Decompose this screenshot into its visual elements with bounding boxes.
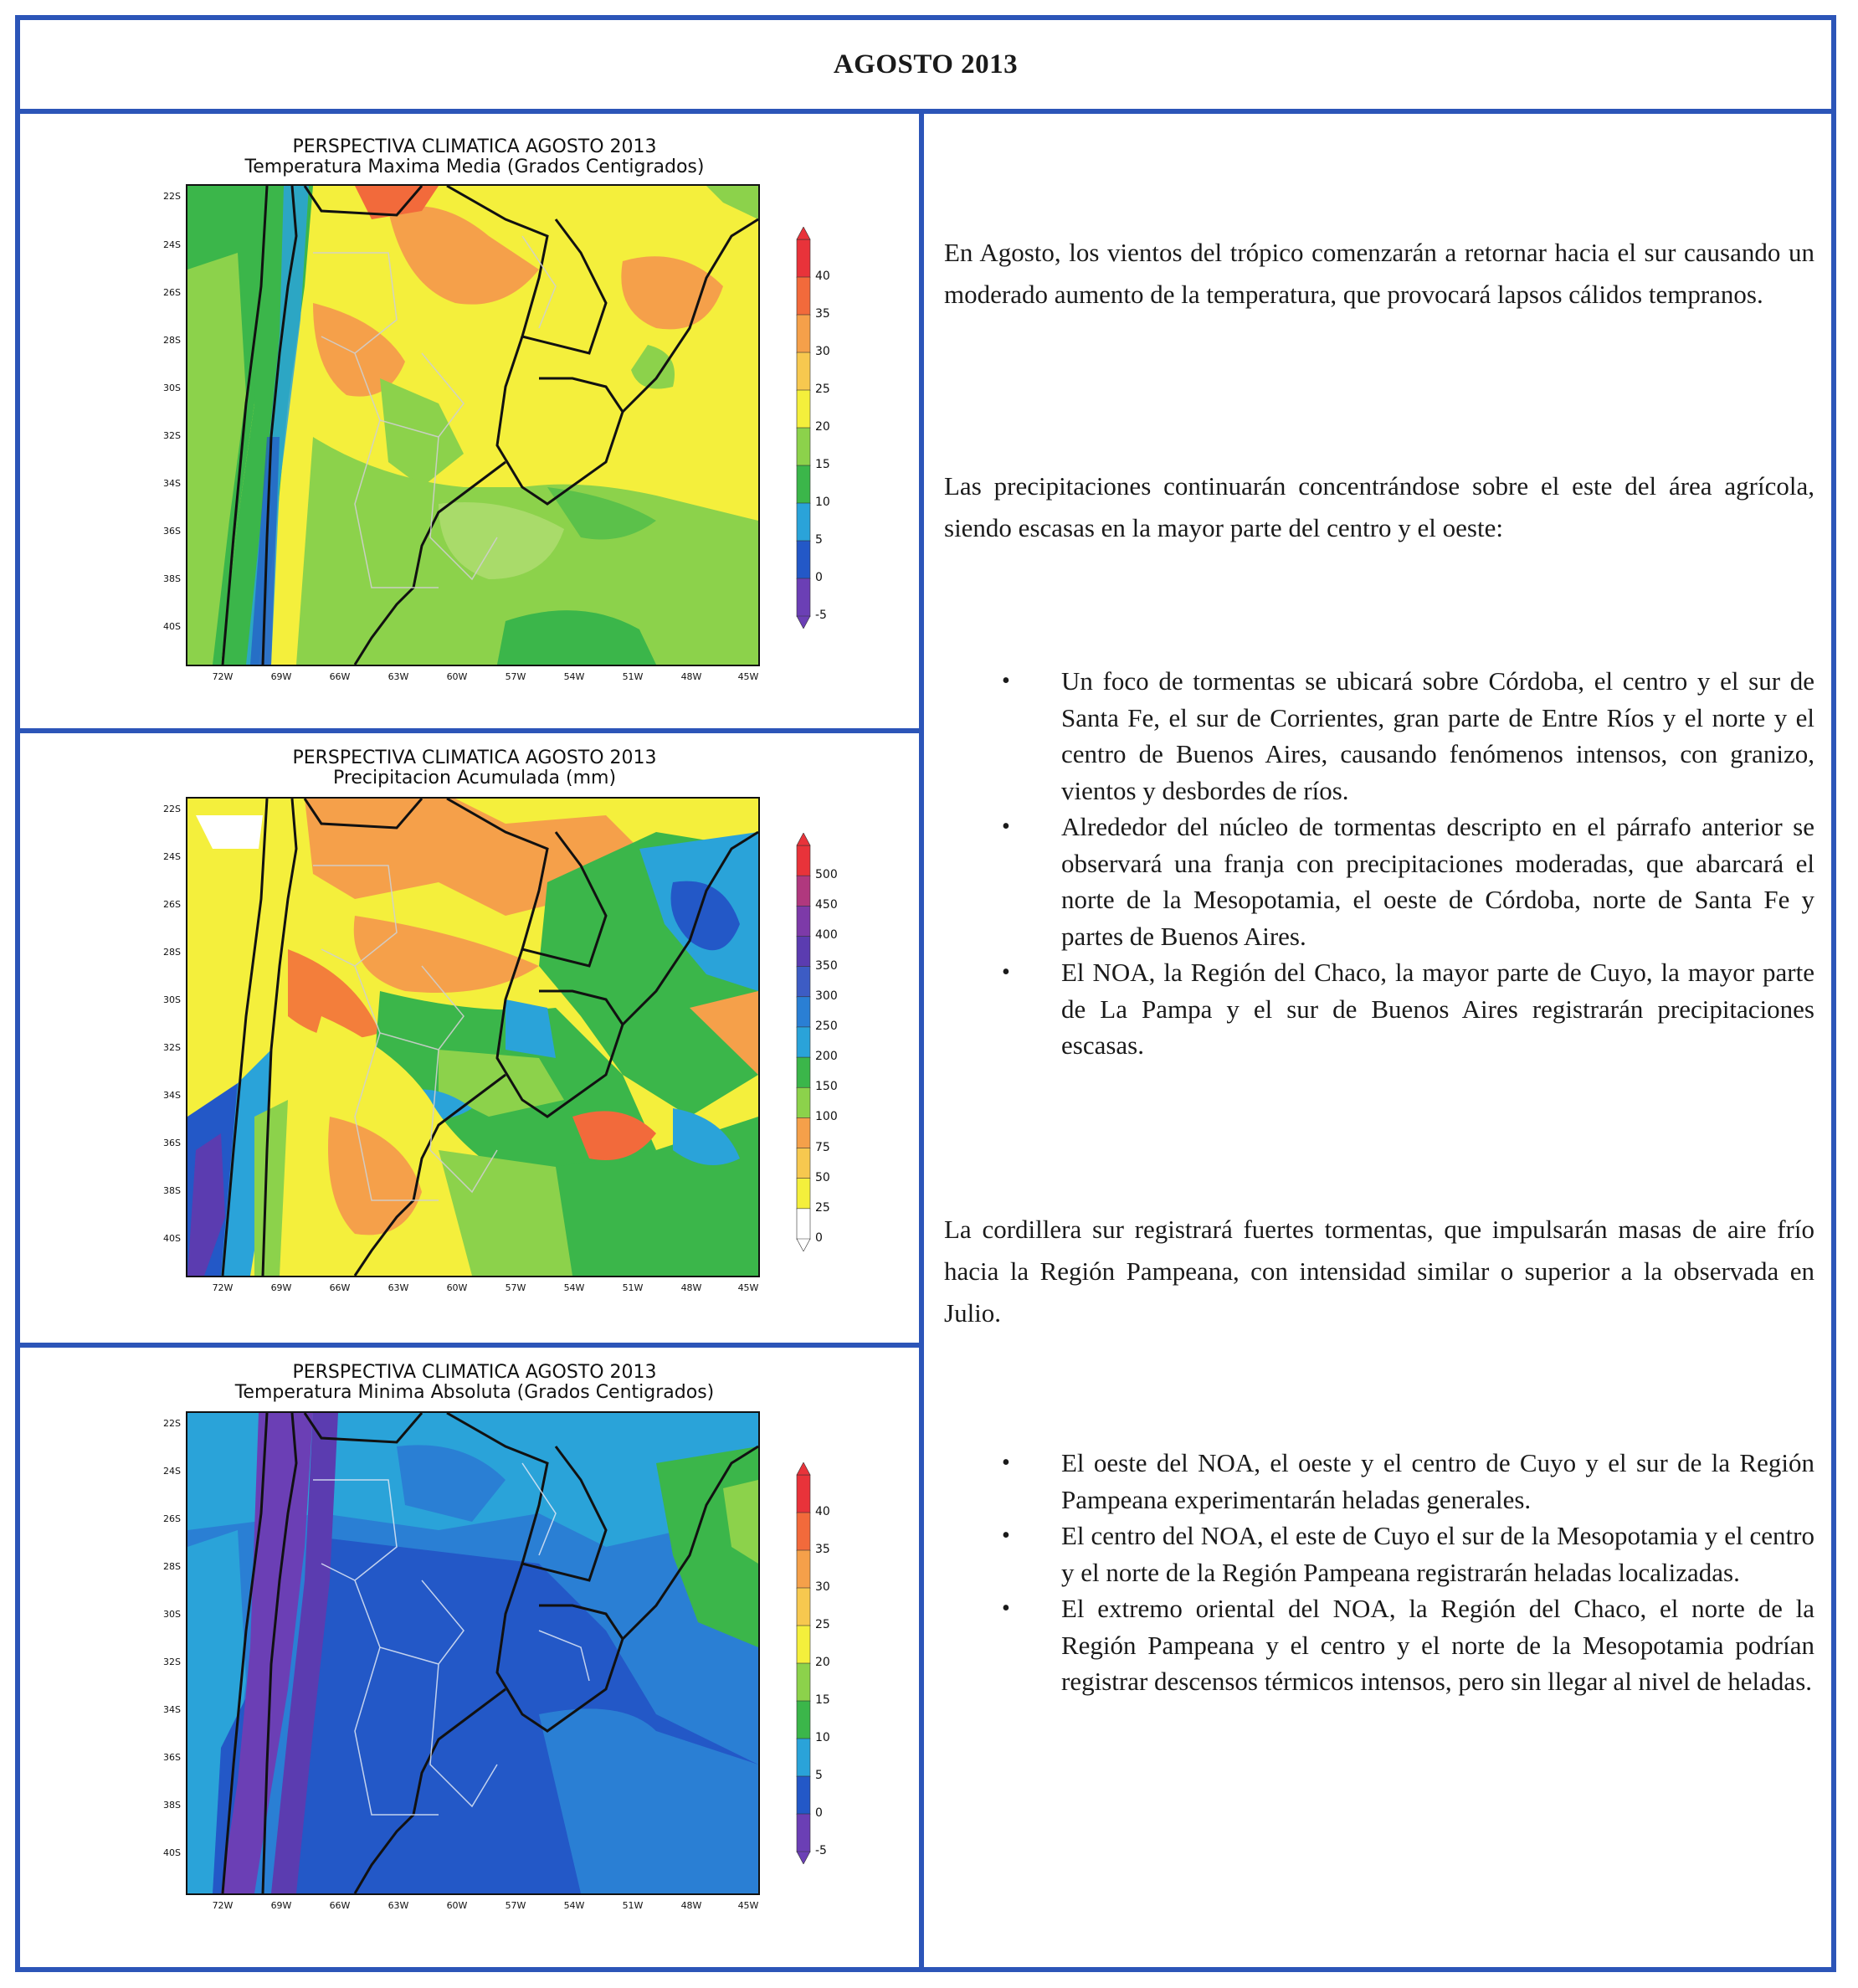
lon-label: 48W (680, 1900, 702, 1911)
colorbar-tick-label: 25 (815, 383, 830, 396)
lon-label: 69W (270, 671, 292, 682)
colorbar-swatch (797, 390, 810, 429)
colorbar-tick-label: -5 (815, 1844, 827, 1857)
map-panel-min-temp (15, 1343, 924, 1972)
list-item (944, 954, 1814, 1064)
colorbar-swatch (797, 1550, 810, 1589)
colorbar-arrow-bottom (797, 1852, 810, 1864)
lat-label: 34S (163, 478, 181, 489)
colorbar-tick-label: 30 (815, 345, 830, 358)
list-item-text: El centro del NOA, el este de Cuyo el sur de la Mesopotamia y el centro y el norte de la Región Pampeana registrarán heladas localizadas. (1061, 1521, 1814, 1587)
lon-label: 54W (563, 1900, 585, 1911)
colorbar-swatch (797, 315, 810, 353)
map-title-line2: Temperatura Maxima Media (Grados Centigrados) (244, 157, 705, 177)
bullet-icon: • (1002, 1523, 1010, 1549)
colorbar-swatch (797, 936, 810, 967)
colorbar-tick-label: 100 (815, 1110, 838, 1124)
colorbar-tick-label: 300 (815, 989, 838, 1003)
colorbar-swatch (797, 1588, 810, 1626)
list-item (944, 663, 1814, 809)
lon-label: 69W (270, 1900, 292, 1911)
colorbar-swatch (797, 1148, 810, 1179)
colorbar-tick-label: 0 (815, 1806, 823, 1820)
colorbar-swatch (797, 352, 810, 391)
colorbar-swatch (797, 1117, 810, 1148)
colorbar-swatch (797, 1663, 810, 1702)
colorbar-tick-label: 450 (815, 898, 838, 912)
colorbar-tick-label: 35 (815, 1543, 830, 1556)
lon-label: 45W (737, 1900, 759, 1911)
colorbar-swatch (797, 503, 810, 542)
lon-label: 66W (329, 1282, 351, 1293)
lon-label: 54W (563, 671, 585, 682)
lat-label: 38S (163, 1185, 181, 1196)
min-temp-map (186, 1411, 760, 1895)
colorbar-tick-label: 20 (815, 1656, 830, 1669)
lat-label: 26S (163, 1513, 181, 1524)
colorbar-tick-label: 15 (815, 458, 830, 471)
colorbar-swatch (797, 1027, 810, 1058)
colorbar-tick-label: 400 (815, 928, 838, 943)
colorbar-tick-label: 250 (815, 1019, 838, 1033)
bullet-list-precip (944, 663, 1814, 1064)
lat-label: 24S (163, 851, 181, 862)
lat-label: 28S (163, 947, 181, 958)
colorbar-swatch (797, 1739, 810, 1777)
map-title-line2: Precipitacion Acumulada (mm) (332, 768, 617, 789)
lon-label: 51W (622, 671, 644, 682)
colorbar-tick-label: 75 (815, 1140, 830, 1154)
lat-label: 28S (163, 1561, 181, 1572)
lat-label: 32S (163, 1657, 181, 1667)
colorbar-tick-label: -5 (815, 609, 827, 622)
map-panel-precip (15, 728, 924, 1348)
colorbar-swatch (797, 906, 810, 937)
max-temp-map (186, 184, 760, 666)
colorbar-arrow-bottom (797, 1239, 810, 1251)
lat-label: 40S (163, 1233, 181, 1244)
colorbar-swatch (797, 997, 810, 1028)
bullet-icon: • (1002, 668, 1010, 694)
precip-map (186, 797, 760, 1277)
list-item (944, 1518, 1814, 1590)
lon-label: 57W (505, 1900, 526, 1911)
page-header (15, 15, 1836, 114)
colorbar-swatch (797, 1814, 810, 1852)
colorbar-swatch (797, 1701, 810, 1739)
lat-label: 32S (163, 1042, 181, 1053)
list-item-text: Un foco de tormentas se ubicará sobre Córdoba, el centro y el sur de Santa Fe, el sur de Corrientes, gran parte de Entre Ríos y el norte y el centro de Buenos Aires, causando fenómenos intensos, con granizo, vientos y desbordes de ríos. (1061, 666, 1814, 805)
colorbar-svg (795, 833, 812, 1251)
lon-label: 54W (563, 1282, 585, 1293)
map-title-line1: PERSPECTIVA CLIMATICA AGOSTO 2013 (292, 1362, 657, 1383)
colorbar-tick-label: 40 (815, 1505, 830, 1518)
lat-label: 40S (163, 621, 181, 632)
lon-label: 57W (505, 671, 526, 682)
bullet-list-frost (944, 1445, 1814, 1700)
lon-label: 72W (212, 671, 234, 682)
colorbar-svg (795, 1462, 812, 1864)
colorbar-tick-label: 20 (815, 420, 830, 434)
colorbar-swatch (797, 1087, 810, 1118)
lat-label: 22S (163, 1418, 181, 1429)
lat-label: 22S (163, 191, 181, 202)
lat-label: 38S (163, 1800, 181, 1811)
lat-label: 26S (163, 899, 181, 910)
colorbar-tick-label: 500 (815, 868, 838, 882)
colorbar-tick-label: 25 (815, 1200, 830, 1215)
map-title-line2: Temperatura Minima Absoluta (Grados Centigrados) (234, 1382, 715, 1403)
list-item-text: El extremo oriental del NOA, la Región del Chaco, el norte de la Región Pampeana y el centro y el norte de la Mesopotamia podrían registrar descensos térmicos intensos, pero sin llegar al nivel de heladas. (1061, 1594, 1814, 1696)
colorbar-tick-label: 10 (815, 496, 830, 509)
lat-label: 40S (163, 1847, 181, 1858)
lat-label: 26S (163, 287, 181, 298)
lon-label: 48W (680, 1282, 702, 1293)
lat-label: 34S (163, 1704, 181, 1715)
lon-label: 60W (446, 1900, 468, 1911)
lon-label: 63W (388, 1900, 409, 1911)
colorbar-swatch (797, 845, 810, 876)
colorbar-tick-label: 15 (815, 1693, 830, 1707)
lon-label: 63W (388, 671, 409, 682)
lat-label: 32S (163, 430, 181, 441)
lat-label: 22S (163, 804, 181, 814)
lon-label: 57W (505, 1282, 526, 1293)
lat-label: 30S (163, 994, 181, 1005)
list-item-text: El NOA, la Región del Chaco, la mayor parte de Cuyo, la mayor parte de La Pampa y el sur de Buenos Aires registrarán precipitaciones escasas. (1061, 958, 1814, 1060)
colorbar-tick-label: 40 (815, 270, 830, 283)
colorbar-swatch (797, 1057, 810, 1088)
list-item (944, 1590, 1814, 1700)
colorbar-swatch (797, 1209, 810, 1240)
colorbar-tick-label: 25 (815, 1618, 830, 1631)
lon-label: 72W (212, 1282, 234, 1293)
lon-label: 60W (446, 1282, 468, 1293)
map-title-line1: PERSPECTIVA CLIMATICA AGOSTO 2013 (292, 136, 657, 157)
maps-column (15, 109, 924, 1972)
paragraph-cordillera: La cordillera sur registrará fuertes tormentas, que impulsarán masas de aire frío hacia la Región Pampeana, con intensidad similar o superior a la observada en Julio. (944, 1215, 1814, 1328)
colorbar-tick-label: 150 (815, 1080, 838, 1094)
colorbar-tick-label: 5 (815, 533, 823, 547)
lon-label: 63W (388, 1282, 409, 1293)
lon-label: 45W (737, 1282, 759, 1293)
colorbar-arrow-top (797, 227, 810, 239)
colorbar-swatch (797, 967, 810, 998)
colorbar-swatch (797, 428, 810, 466)
lat-label: 24S (163, 239, 181, 250)
colorbar-swatch (797, 465, 810, 504)
map-panel-max-temp (15, 109, 924, 733)
colorbar-swatch (797, 541, 810, 579)
list-item (944, 809, 1814, 954)
colorbar-swatch (797, 876, 810, 907)
colorbar-tick-label: 0 (815, 571, 823, 584)
colorbar-arrow-top (797, 1462, 810, 1475)
bullet-icon: • (1002, 1450, 1010, 1476)
colorbar-tick-label: 0 (815, 1231, 823, 1245)
lon-label: 66W (329, 1900, 351, 1911)
lat-label: 24S (163, 1466, 181, 1477)
map-title-line1: PERSPECTIVA CLIMATICA AGOSTO 2013 (292, 747, 657, 768)
paragraph-intro: En Agosto, los vientos del trópico comenzarán a retornar hacia el sur causando un moderado aumento de la temperatura, que provocará lapsos cálidos tempranos. (944, 238, 1814, 309)
lon-label: 66W (329, 671, 351, 682)
lat-label: 36S (163, 1138, 181, 1148)
lon-label: 60W (446, 671, 468, 682)
lat-label: 30S (163, 383, 181, 393)
lat-label: 34S (163, 1090, 181, 1101)
bullet-icon: • (1002, 959, 1010, 985)
colorbar-tick-label: 350 (815, 958, 838, 973)
colorbar-swatch (797, 578, 810, 617)
lat-label: 30S (163, 1609, 181, 1620)
colorbar-precip (797, 845, 838, 1245)
lat-label: 28S (163, 335, 181, 346)
colorbar-swatch (797, 1776, 810, 1815)
list-item-text: El oeste del NOA, el oeste y el centro de Cuyo y el sur de la Región Pampeana experimentarán heladas generales. (1061, 1448, 1814, 1514)
colorbar-tick-label: 50 (815, 1170, 830, 1184)
lat-label: 38S (163, 573, 181, 584)
list-item (944, 1445, 1814, 1518)
colorbar-tick-label: 10 (815, 1731, 830, 1744)
colorbar-tick-label: 35 (815, 307, 830, 321)
list-item-text: Alrededor del núcleo de tormentas descripto en el párrafo anterior se observará una franja con precipitaciones moderadas, que abarcará el norte de la Mesopotamia, el oeste de Córdoba, norte de Santa Fe y partes de Buenos Aires. (1061, 812, 1814, 951)
lon-label: 48W (680, 671, 702, 682)
paragraph-precip: Las precipitaciones continuarán concentrándose sobre el este del área agrícola, siendo escasas en la mayor parte del centro y el oeste: (944, 471, 1814, 542)
colorbar-swatch (797, 277, 810, 316)
colorbar-svg (795, 227, 812, 629)
lat-label: 36S (163, 1752, 181, 1763)
colorbar-swatch (797, 1475, 810, 1513)
bullet-icon: • (1002, 814, 1010, 840)
colorbar-swatch (797, 1513, 810, 1551)
lat-label: 36S (163, 526, 181, 537)
colorbar-max-temp (797, 239, 830, 622)
colorbar-swatch (797, 1179, 810, 1210)
lon-label: 51W (622, 1900, 644, 1911)
colorbar-arrow-bottom (797, 616, 810, 629)
bullet-icon: • (1002, 1595, 1010, 1621)
colorbar-min-temp (797, 1475, 830, 1857)
colorbar-arrow-top (797, 833, 810, 845)
colorbar-tick-label: 200 (815, 1050, 838, 1064)
lon-label: 69W (270, 1282, 292, 1293)
page-title: AGOSTO 2013 (833, 49, 1019, 80)
colorbar-swatch (797, 239, 810, 278)
colorbar-tick-label: 5 (815, 1769, 823, 1782)
lon-label: 72W (212, 1900, 234, 1911)
lon-label: 45W (737, 671, 759, 682)
colorbar-swatch (797, 1626, 810, 1664)
colorbar-tick-label: 30 (815, 1580, 830, 1594)
lon-label: 51W (622, 1282, 644, 1293)
